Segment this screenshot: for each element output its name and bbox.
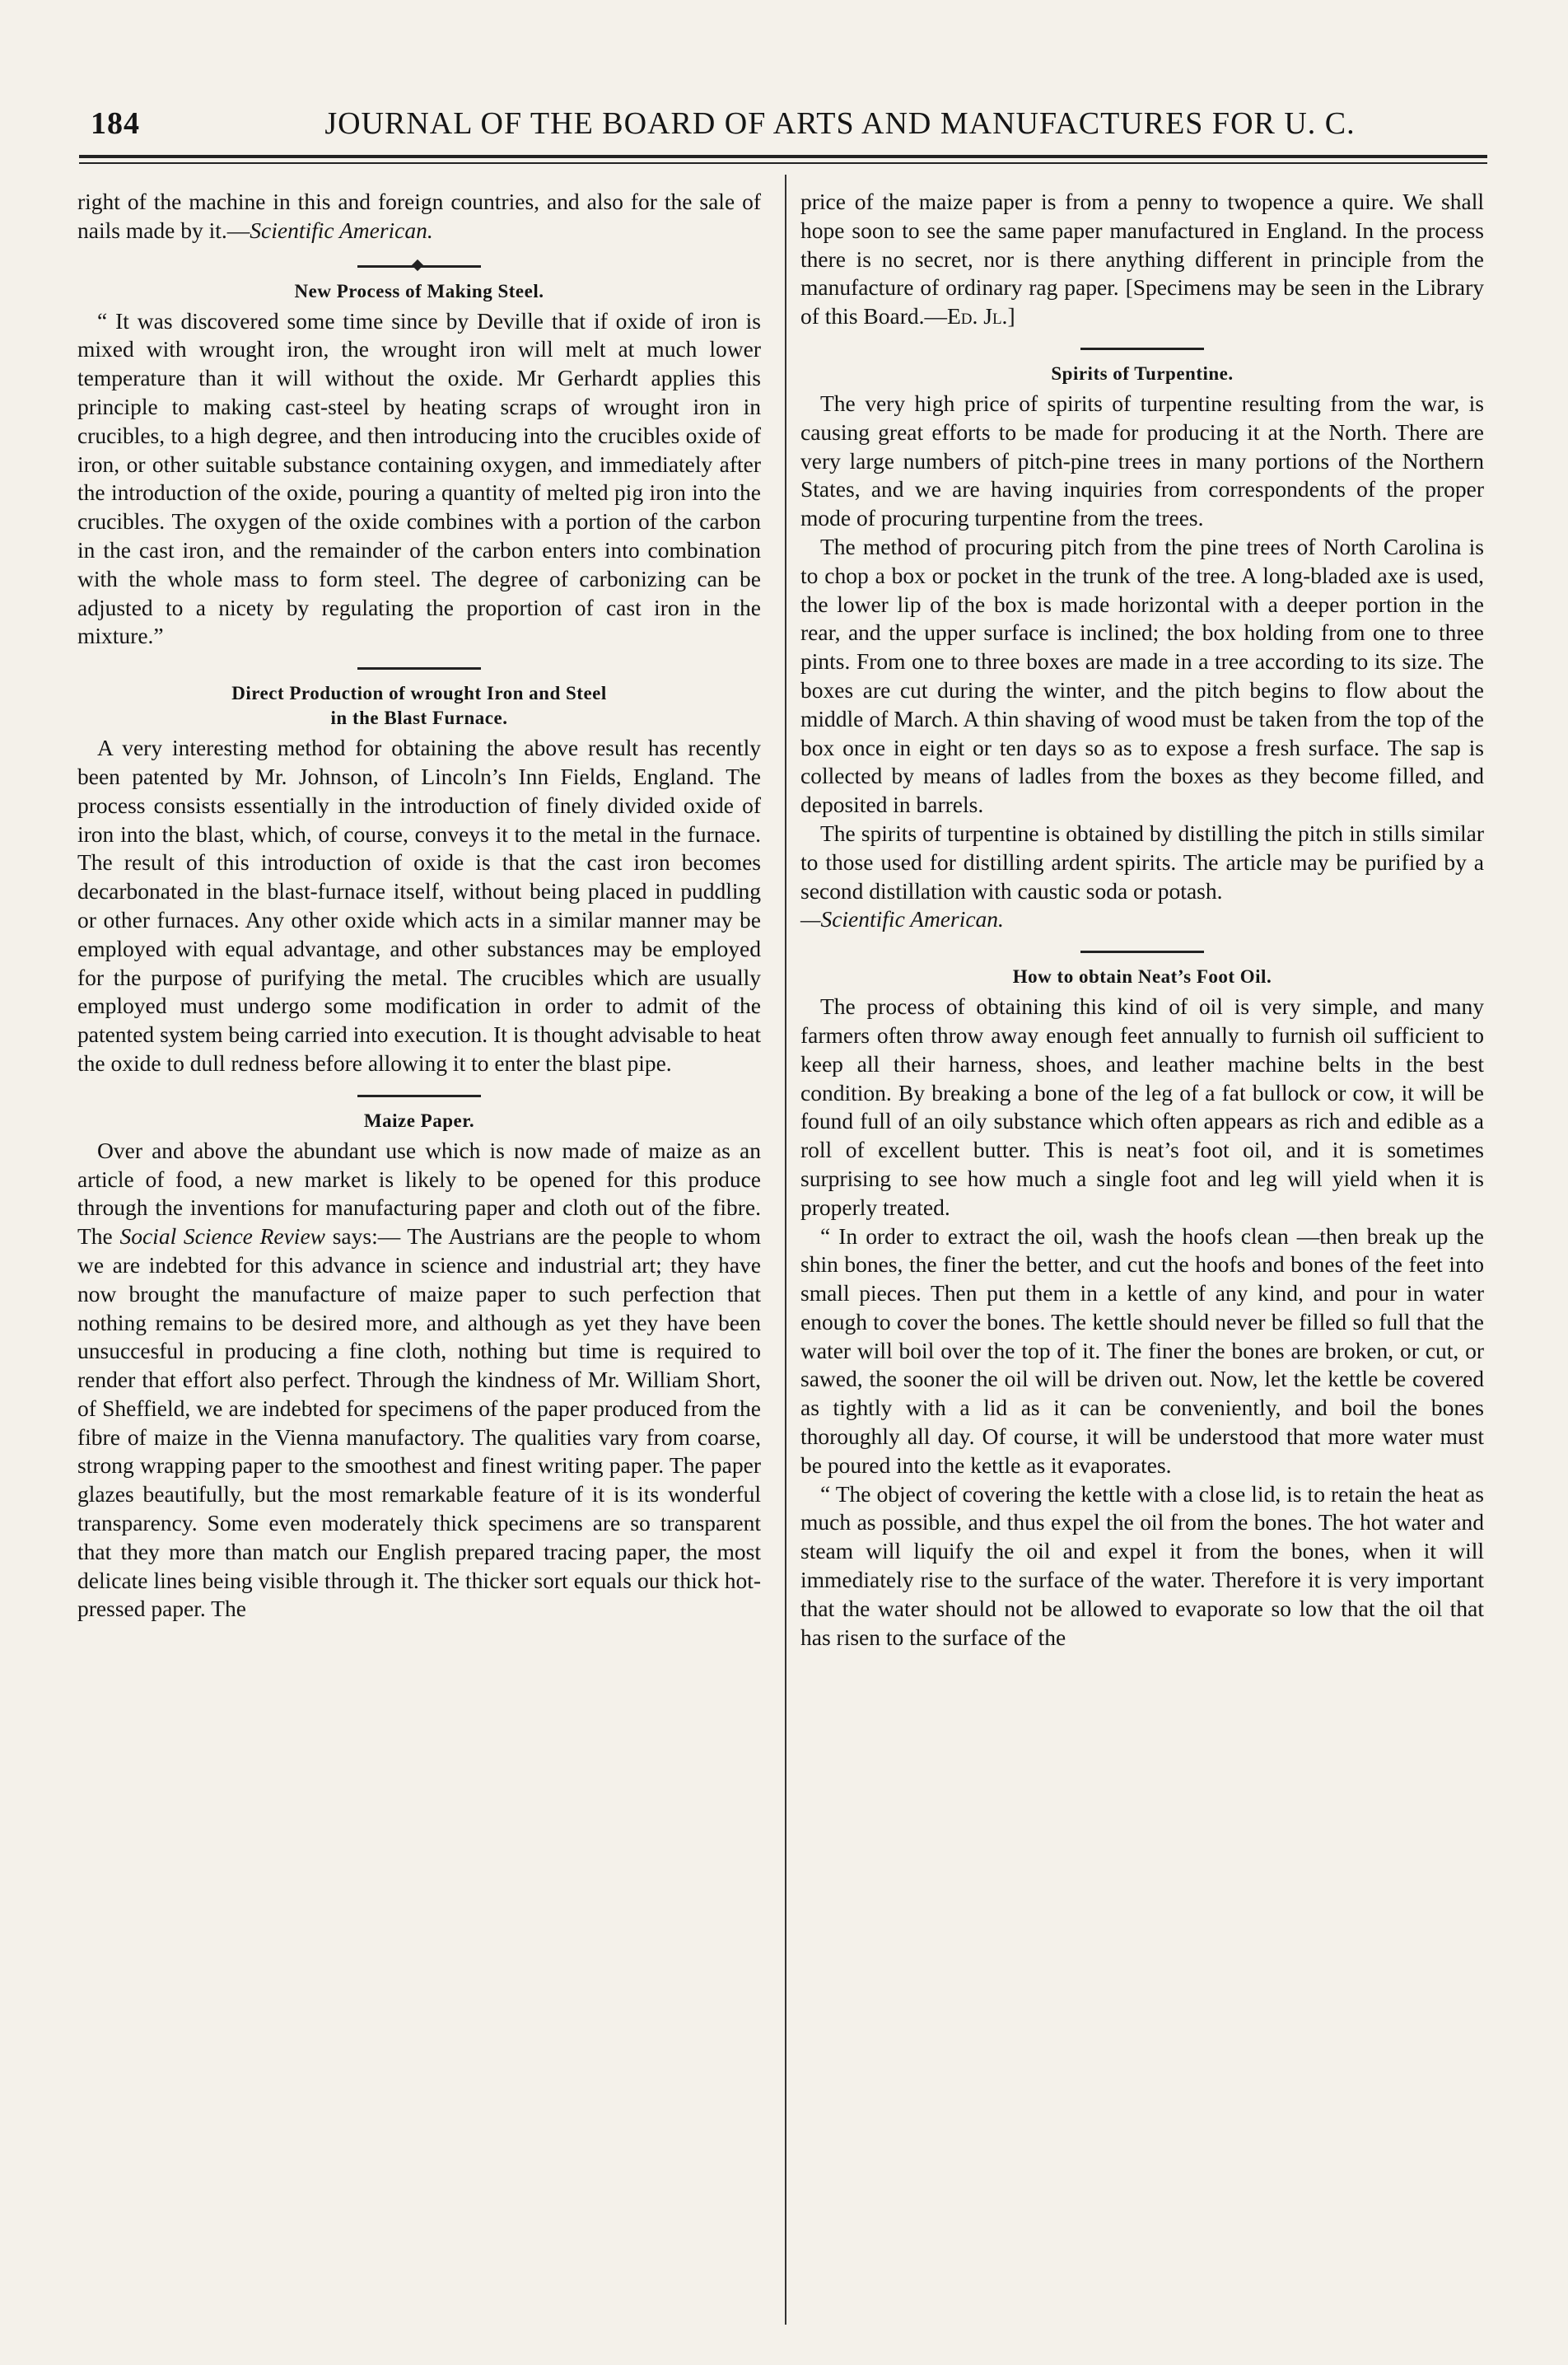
page-header	[91, 105, 1474, 147]
maize-cont-text: price of the maize paper is from a penny to twopence a quire. We shall hope soon to see the same paper manufactured in England. In the process there is no secret, nor is there anything different in principle from the manufacture of ordinary rag paper. [Specimens may be seen in the Library of this Board.—	[800, 189, 1484, 330]
section-divider	[357, 265, 481, 268]
turpentine-para-2: The method of procuring pitch from the pine trees of North Carolina is to chop a box or pocket in the trunk of the tree. A long-bladed axe is used, the lower lip of the box is made horizontal with a deeper portion in the rear, and the upper surface is inclined; the box holding from one to three pints. From one to three boxes are made in a tree according to its size. The boxes are cut during the winter, and the pitch begins to flow about the middle of March. A thin shaving of wood must be taken from the top of the box once in eight or ten days so as to expose a fresh surface. The sap is collected by means of ladles from the boxes as they become filled, and deposited in barrels.	[800, 533, 1484, 818]
maize-text-1: Over and above the abundant use which is now made of maize as an article of food, a new market is likely to be opened for this produce through the inventions for manufacturing paper and cloth out of the fibre. The	[77, 1137, 761, 1250]
left-column	[77, 188, 761, 1624]
neats-para-1: The process of obtaining this kind of oil is very simple, and many farmers often throw away enough feet annually to furnish oil sufficient to keep all their harness, shoes, and leather machine belts in the best condition. By breaking a bone of the leg of a fat bullock or cow, it will be found full of an oily substance which often appears as rich and edible as a roll of excellent butter. This is neat’s foot oil, and it is sometimes surprising to see how much a single foot and leg will yield when it is properly treated.	[800, 993, 1484, 1220]
maize-continuation: price of the maize paper is from a penny to twopence a quire. We shall hope soon to see the same paper manufactured in England. In the process there is no secret, nor is there anything different in principle from the manufacture of ordinary rag paper. [Specimens may be seen in the Library of this Board.—Ed. Jl.]	[800, 189, 1484, 330]
right-column	[800, 188, 1484, 1652]
turpentine-source: —Scientific American.	[800, 906, 1004, 932]
header-rule-thin	[79, 162, 1487, 164]
neats-para-2: “ In order to extract the oil, wash the hoofs clean —then break up the shin bones, the finer the better, and cut the hoofs and bones of the feet into small pieces. Then put them in a kettle of any kind, and pour in water enough to cover the bones. The kettle should never be filled so full that the water will boil over the top of it. The finer the bones are broken, or cut, or sawed, the sooner the oil will be driven out. Now, let the kettle be covered as tightly with a lid as it can be conveniently, and boil the bones thoroughly all day. Of course, it will be understood that more water must be poured into the kettle as it evaporates.	[800, 1222, 1484, 1478]
article-heading-steel: New Process of Making Steel.	[294, 280, 544, 301]
intro-source: Scientific American.	[250, 217, 433, 243]
intro-paragraph	[77, 188, 761, 245]
section-divider	[1080, 951, 1204, 953]
turpentine-para-1: The very high price of spirits of turpentine resulting from the war, is causing great efforts to be made for producing it at the North. There are very large numbers of pitch-pine trees in many portions of the Northern States, and we are having inquiries from correspondents of the proper mode of procuring turpentine from the trees.	[800, 390, 1484, 531]
turpentine-text-3: The spirits of turpentine is obtained by distilling the pitch in stills similar to those used for distilling ardent spirits. The article may be purified by a second distillation with caustic soda or potash.	[800, 820, 1484, 904]
article-heading-turpentine: Spirits of Turpentine.	[1051, 362, 1234, 384]
maize-text-2: says:— The Austrians are the people to whom we are indebted for this advance in science and industrial art; they have now brought the manufacture of maize paper to such perfection that nothing remains to be desired more, and although as yet they have been unsuccesful in producing a fine cloth, nothing but time is required to render that effort also perfect. Through the kindness of Mr. William Short, of Sheffield, we are indebted for specimens of the paper produced from the fibre of maize in the Vienna manufactory. The qualities vary from coarse, strong wrapping paper to the smoothest and finest writing paper. The paper glazes beautifully, but the most remarkable feature of it is its wonderful transparency. Some even moderately thick specimens are so transparent that they more than match our English prepared tracing paper, the most delicate lines being visible through it. The thicker sort equals our thick hot-pressed paper. The	[77, 1223, 761, 1622]
article-heading-neats-foot: How to obtain Neat’s Foot Oil.	[1012, 966, 1272, 988]
section-divider	[357, 667, 481, 670]
header-rule-thick	[79, 155, 1487, 158]
intro-text: right of the machine in this and foreign countries, and also for the sale of nails made by it.—	[77, 189, 761, 243]
article-heading-direct	[77, 681, 761, 731]
article-body-steel: “ It was discovered some time since by Deville that if oxide of iron is mixed with wrought iron, the wrought iron will melt at much lower temperature than it will without the oxide. Mr Gerhardt applies this principle to making cast-steel by heating scraps of wrought iron in crucibles, to a high degree, and then introducing into the crucibles oxide of iron, or other suitable substance containing oxygen, and immediately after the introduction of the oxide, pouring a quantity of melted pig iron into the crucibles. The oxygen of the oxide combines with a portion of the carbon in the cast iron, and the remainder of the carbon enters into combination with the whole mass to form steel. The degree of carbonizing can be adjusted to a nicety by regulating the proportion of cast iron in the mixture.”	[77, 307, 761, 649]
review-name: Social Science Review	[119, 1223, 325, 1250]
article-body-direct: A very interesting method for obtaining the above result has recently been patented by Mr. Johnson, of Lincoln’s Inn Fields, England. The process consists essentially in the introduction of finely divided oxide of iron into the blast, which, of course, conveys it to the metal in the furnace. The result of this introduction of oxide is that the cast iron becomes decarbonated in the blast-furnace itself, without being placed in puddling or other furnaces. Any other oxide which acts in a similar manner may be employed with equal advantage, and other substances may be employed for the purpose of purifying the metal. The crucibles which are usually employed must undergo some modification in order to admit of the patented system being carried into execution. It is thought advisable to heat the oxide to dull redness before allowing it to enter the blast pipe.	[77, 735, 761, 1076]
neats-para-3: “ The object of covering the kettle with a close lid, is to retain the heat as much as possible, and thus expel the oil from the bones. The hot water and steam will liquify the oil and expel it from the bones, when it will immediately rise to the surface of the water. Therefore it is very important that the water should not be allowed to evaporate so low that the oil that has risen to the surface of the	[800, 1480, 1484, 1650]
page-number: 184	[91, 106, 140, 141]
section-divider	[357, 1095, 481, 1097]
editor-note: Ed. Jl.	[946, 303, 1008, 330]
article-heading-maize: Maize Paper.	[363, 1110, 475, 1131]
running-title: JOURNAL OF THE BOARD OF ARTS AND MANUFACTURES FOR U. C.	[324, 106, 1356, 141]
column-divider	[785, 175, 786, 2325]
turpentine-para-3	[800, 820, 1484, 934]
heading-line-2: in the Blast Furnace.	[330, 708, 508, 729]
article-body-maize	[77, 1137, 761, 1624]
heading-line-1: Direct Production of wrought Iron and Steel	[231, 683, 607, 704]
section-divider	[1080, 348, 1204, 350]
